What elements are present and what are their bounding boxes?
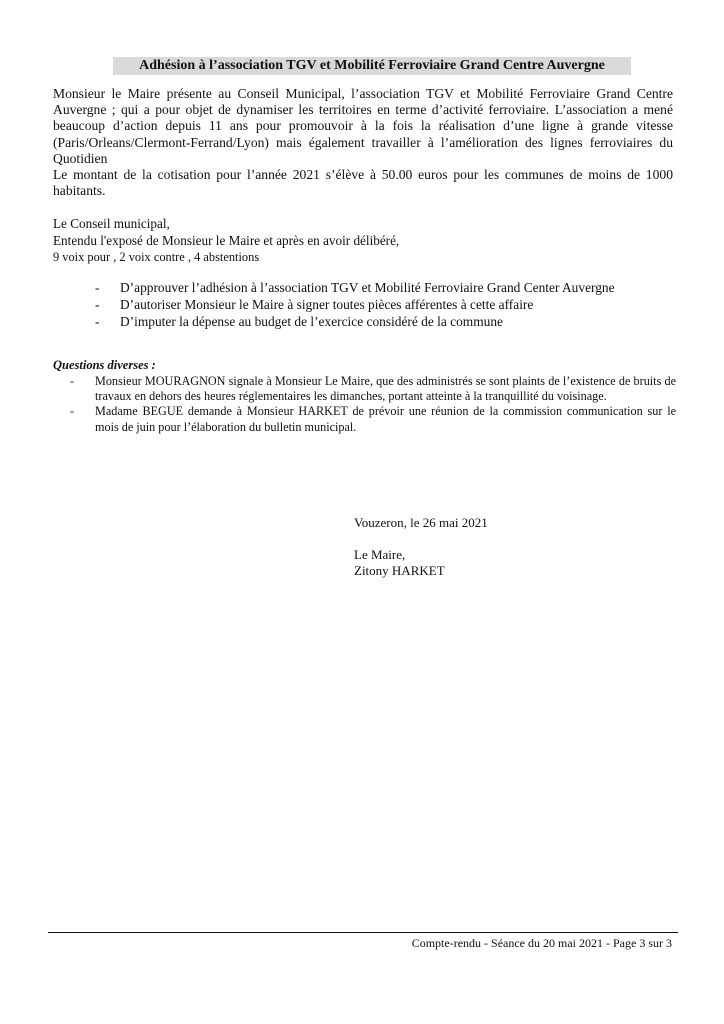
decision-list [95,279,695,330]
signatory-name: Zitony HARKET [354,563,445,578]
questions-list [70,374,676,435]
signatory-role: Le Maire, [354,547,406,562]
footer-text: Compte-rendu - Séance du 20 mai 2021 - Page 3 sur 3 [411,936,672,950]
decision-item: - D’approuver l’adhésion à l’association TGV et Mobilité Ferroviaire Grand Center Auvergne [95,280,615,295]
bullet-dash-icon: - [95,297,100,312]
place-date: Vouzeron, le 26 mai 2021 [354,515,488,530]
section-title: Adhésion à l’association TGV et Mobilité Ferroviaire Grand Centre Auvergne [139,58,605,73]
intro-text [53,86,673,199]
section-title-highlight [113,57,631,75]
decision-item: - D’autoriser Monsieur le Maire à signer toutes pièces afférentes à cette affaire [95,297,534,312]
council-heading: Le Conseil municipal, [53,216,170,231]
footer-divider [48,932,678,933]
bullet-dash-icon: - [70,404,75,419]
decision-item: - D’imputer la dépense au budget de l’exercice considéré de la commune [95,314,503,329]
bullet-dash-icon: - [95,314,100,329]
bullet-dash-icon: - [95,280,100,295]
bullet-dash-icon: - [70,374,75,388]
council-deliberation: Entendu l'exposé de Monsieur le Maire et après en avoir délibéré, [53,232,400,248]
question-item: - Monsieur MOURAGNON signale à Monsieur Le Maire, que des administrés se sont plaints de l’existence de bruits de travaux en dehors des heures réglementaires les dimanches, portant atteinte à la tranquillité du voisinage. [70,374,676,404]
signature-block [354,515,488,579]
vote-results: 9 voix pour , 2 voix contre , 4 abstentions [53,250,260,264]
intro-paragraph: Monsieur le Maire présente au Conseil Municipal, l’association TGV et Mobilité Ferroviaire Grand Centre Auvergne ; qui a pour objet de dynamiser les territoires en terme d’activité ferroviaire. L’association a mené beaucoup d’action depuis 11 ans pour promouvoir à la fois la réalisation d’une ligne à grande vitesse (Paris/Orleans/Clermont-Ferrand/Lyon) mais également travailler à l’amélioration des lignes ferroviaires du Quotidien [53,86,673,166]
council-block [53,216,673,266]
questions-heading: Questions diverses : [53,358,156,372]
question-item: - Madame BEGUE demande à Monsieur HARKET de prévoir une réunion de la commission communication sur le mois de juin pour l’élaboration du bulletin municipal. [70,404,676,434]
intro-paragraph: Le montant de la cotisation pour l’année 2021 s’élève à 50.00 euros pour les communes de moins de 1000 habitants. [53,167,673,199]
